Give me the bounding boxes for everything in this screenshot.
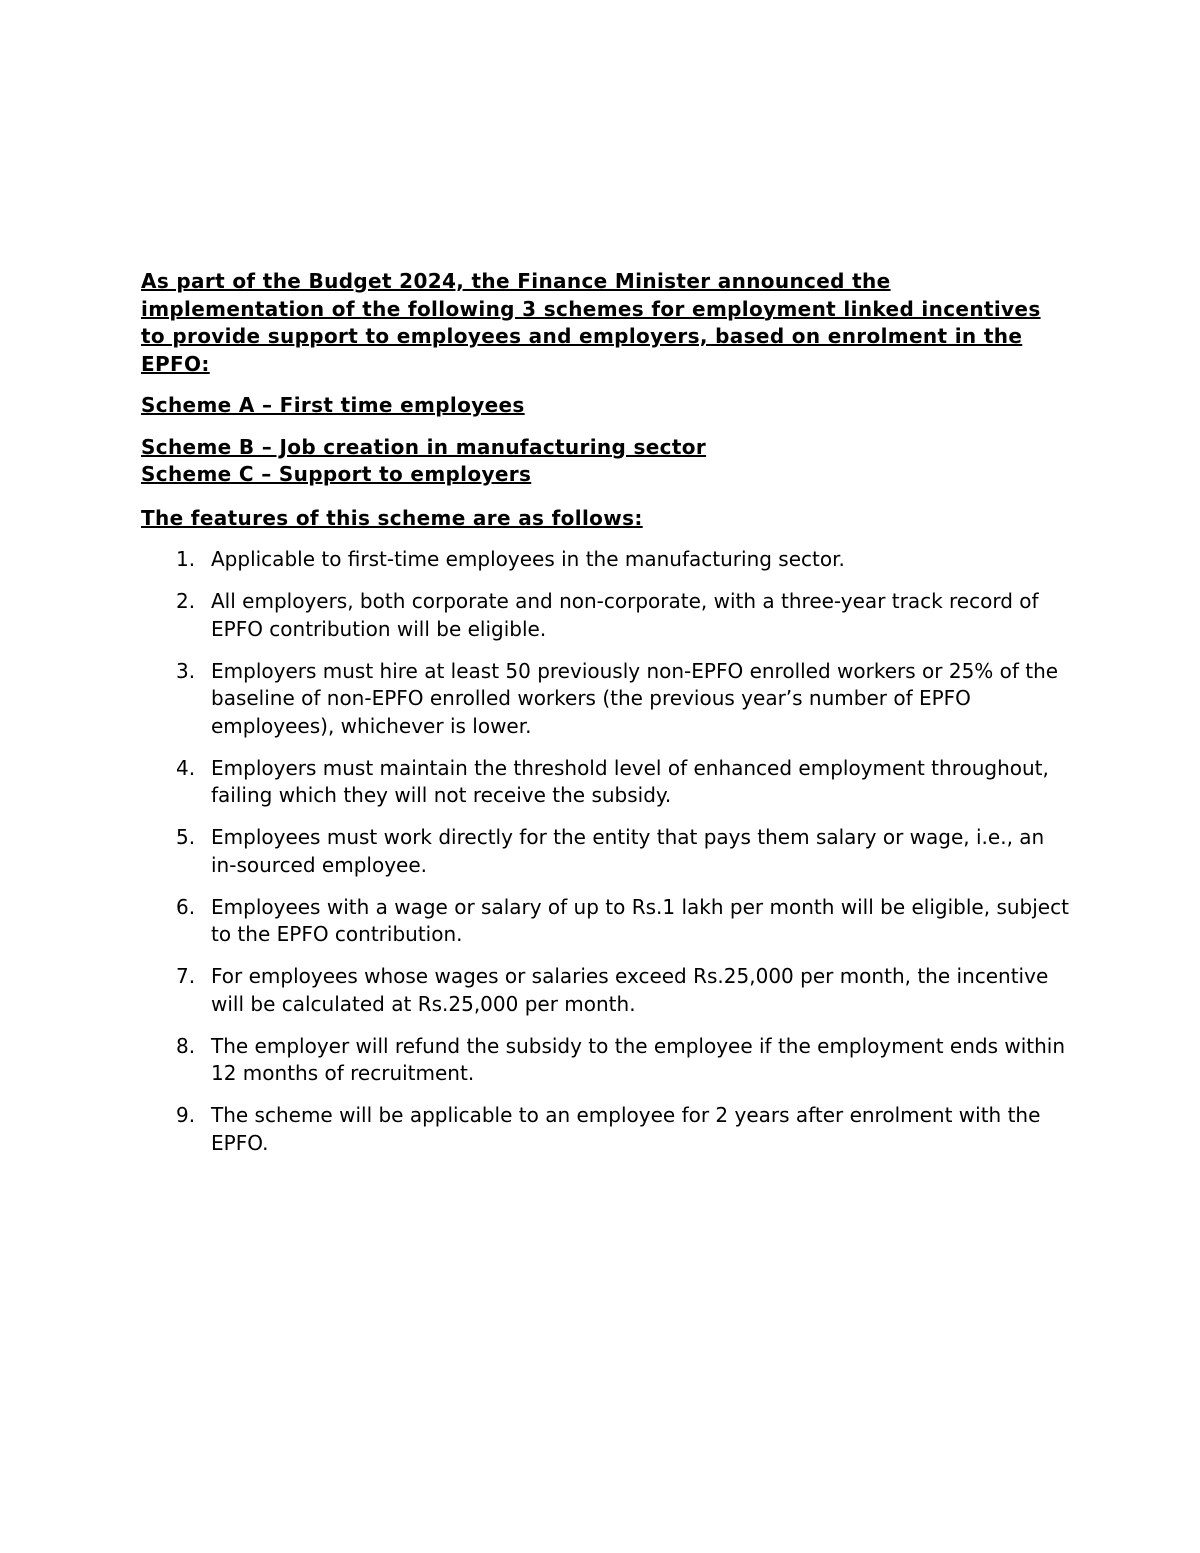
list-item [141,755,1071,810]
list-item [141,546,1071,574]
features-heading: The features of this scheme are as follows: [141,505,643,530]
scheme-a-heading: Scheme A – First time employees [141,393,525,417]
list-item-number: 4. [176,755,196,780]
list-item-number: 6. [176,894,196,919]
scheme-b-heading: Scheme B – Job creation in manufacturing sector [141,434,707,459]
list-item [141,1102,1071,1157]
list-item-text: For employees whose wages or salaries exceed Rs.25,000 per month, the incentive will be calculated at Rs.25,000 per month. [211,964,1049,1016]
list-item-number: 2. [176,589,196,613]
list-item-text: Applicable to first-time employees in the manufacturing sector. [211,547,845,571]
list-item-text: The employer will refund the subsidy to the employee if the employment ends within 12 months of recruitment. [211,1033,1066,1085]
list-item-number: 8. [176,1033,196,1058]
list-item-number: 7. [176,964,196,988]
list-item-text: Employers must hire at least 50 previously non-EPFO enrolled workers or 25% of the baseline of non-EPFO enrolled workers (the previous year’s number of EPFO employees), whichever is lower. [211,658,1059,738]
list-item [141,1033,1071,1088]
intro-paragraph: As part of the Budget 2024, the Finance Minister announced the implementation of the following 3 schemes for employment linked incentives to provide support to employees and employers, based on enrolment in the EPFO: [141,269,1041,376]
scheme-c-heading: Scheme C – Support to employers [141,462,532,486]
list-item-number: 1. [176,547,196,571]
list-item-text: Employees with a wage or salary of up to Rs.1 lakh per month will be eligible, subject to the EPFO contribution. [211,894,1069,946]
list-item-text: All employers, both corporate and non-corporate, with a three-year track record of EPFO contribution will be eligible. [211,589,1039,641]
list-item [141,658,1071,741]
document-page [141,268,1071,1172]
list-item-number: 9. [176,1103,196,1127]
list-item-text: Employers must maintain the threshold level of enhanced employment throughout, failing which they will not receive the subsidy. [211,755,1049,807]
list-item-text: The scheme will be applicable to an employee for 2 years after enrolment with the EPFO. [211,1103,1041,1155]
list-item-text: Employees must work directly for the entity that pays them salary or wage, i.e., an in-sourced employee. [211,825,1045,877]
list-item [141,588,1071,643]
list-item [141,963,1071,1018]
list-item [141,824,1071,879]
list-item [141,894,1071,949]
list-item-number: 5. [176,825,196,849]
features-list [141,546,1071,1157]
list-item-number: 3. [176,658,196,683]
